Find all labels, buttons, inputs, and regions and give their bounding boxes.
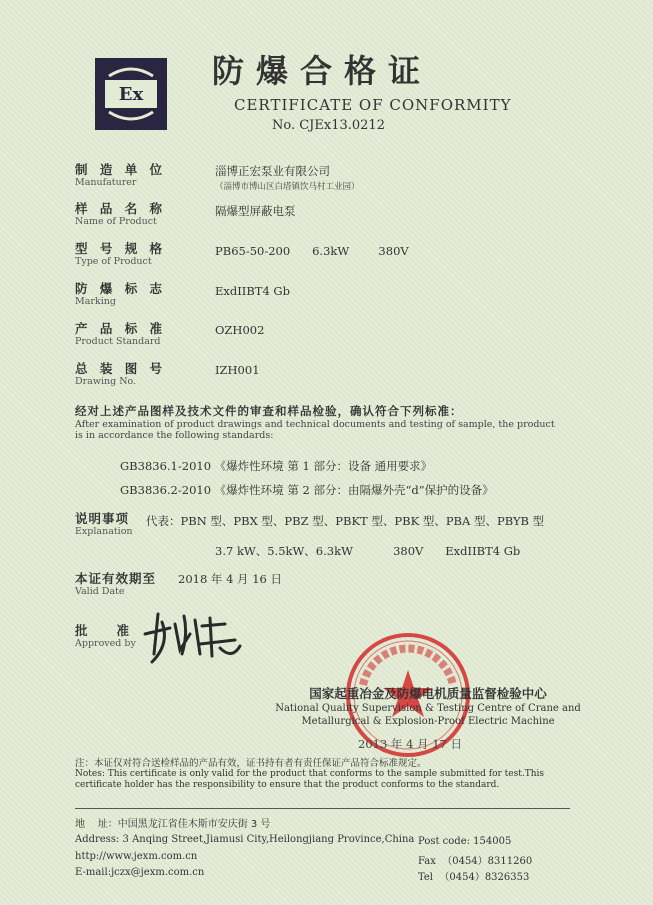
manufacturer-label: 制 造 单 位 Manufaturer — [75, 162, 167, 188]
svg-text:Ex: Ex — [118, 84, 144, 105]
issue-date: 2013 年 4 月 17 日 — [358, 737, 462, 751]
product-name-value: 隔爆型屏蔽电泵 — [215, 204, 296, 218]
product-standard-value: OZH002 — [215, 323, 265, 337]
website-link[interactable]: http://www.jexm.com.cn — [75, 851, 198, 862]
explanation-line-2: 3.7 kW、5.5kW、6.3kW 380V ExdIIBT4 Gb — [215, 544, 521, 558]
signature-icon — [140, 604, 250, 664]
postcode: Post code: 154005 — [418, 836, 512, 847]
certificate-number: No. CJEx13.0212 — [272, 118, 385, 133]
conformity-statement: 经对上述产品图样及技术文件的审查和样品检验，确认符合下列标准： After examination of product drawings and technical documents and testing of sample, the product is in accordance the following standards: — [75, 404, 555, 441]
approved-by-label: 批 准 Approved by — [75, 623, 136, 649]
product-name-label: 样 品 名 称 Name of Product — [75, 201, 167, 227]
marking-value: ExdIIBT4 Gb — [215, 284, 290, 298]
issuing-authority: 国家起重冶金及防爆电机质量监督检验中心 National Quality Supervision & Testing Centre of Crane and Metallurgical & Explosion-Proof Electric Machine — [275, 686, 581, 727]
standard-2: GB3836.2-2010 《爆炸性环境 第 2 部分：由隔爆外壳“d”保护的设备》 — [120, 483, 494, 497]
footer-divider — [75, 808, 570, 809]
address-en: Address: 3 Anqing Street,Jiamusi City,Heilongjiang Province,China — [75, 834, 415, 845]
tel-number: Tel （0454）8326353 — [418, 872, 530, 883]
certificate-title-en: CERTIFICATE OF CONFORMITY — [234, 96, 512, 114]
explanation-label: 说明事项 Explanation — [75, 511, 133, 537]
certificate-title-cn: 防爆合格证 — [212, 52, 433, 90]
drawing-no-value: IZH001 — [215, 363, 260, 377]
address-cn: 地 址：中国黑龙江省佳木斯市安庆街 3 号 — [75, 819, 271, 830]
email-link[interactable]: E-mail:jczx@jexm.com.cn — [75, 867, 205, 878]
valid-date-label: 本证有效期至 Valid Date — [75, 571, 157, 597]
marking-label: 防 爆 标 志 Marking — [75, 281, 167, 307]
product-standard-label: 产 品 标 准 Product Standard — [75, 321, 167, 347]
explanation-line-1: 代表：PBN 型、PBX 型、PBZ 型、PBKT 型、PBK 型、PBA 型、PBYB 型 — [146, 514, 545, 528]
ex-logo-icon — [95, 58, 167, 130]
product-type-value: PB65-50-200 6.3kW 380V — [215, 244, 409, 258]
valid-date-value: 2018 年 4 月 16 日 — [178, 572, 282, 586]
manufacturer-value: 淄博正宏泵业有限公司 — [215, 164, 330, 178]
fax-number: Fax （0454）8311260 — [418, 856, 533, 867]
certificate-notes: 注：本证仅对符合送检样品的产品有效，证书持有者有责任保证产品符合标准规定。 Notes: This certificate is only valid for the product that conforms to the sample submitted for test.This certificate holder has the responsibility to ensure that the product conforms to the standard. — [75, 758, 545, 790]
product-type-label: 型 号 规 格 Type of Product — [75, 241, 167, 267]
drawing-no-label: 总 装 图 号 Drawing No. — [75, 361, 167, 387]
standard-1: GB3836.1-2010 《爆炸性环境 第 1 部分：设备 通用要求》 — [120, 459, 433, 473]
manufacturer-address: （淄博市博山区白塔镇饮马村工业园） — [215, 182, 360, 192]
